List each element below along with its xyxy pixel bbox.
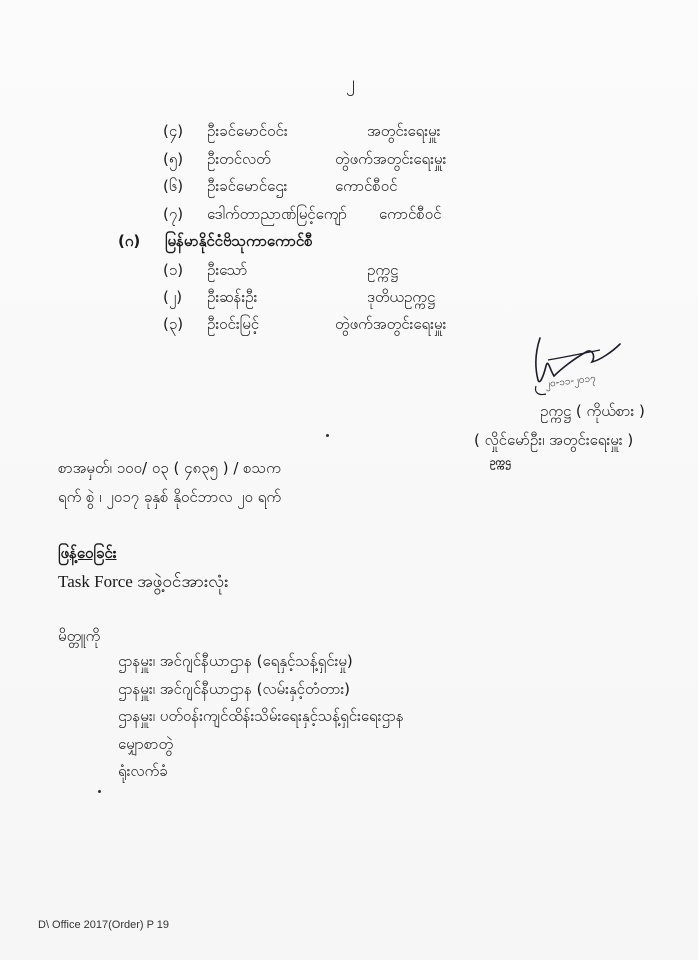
copy-recipient: ရုံးလက်ခံ: [118, 762, 168, 780]
member-name: ဦးတင်လတ်: [207, 150, 271, 168]
copy-recipient: ဌာနမှူး၊ အင်ဂျင်နီယာဌာန (ရေနှင့်သန့်ရှင်းမှု): [118, 652, 353, 670]
member-title: တွဲဖက်အတွင်းရေးမှူး: [335, 315, 447, 333]
member-title: ဒုတိယဥက္ကဋ္ဌ: [367, 288, 436, 306]
reference-number: စာအမှတ်၊ ၁၀၀/ ၀၃ ( ၄၈၃၅ ) / စသက: [58, 459, 281, 477]
list-item-number: (၂): [163, 288, 183, 306]
page-number: ၂: [346, 72, 355, 93]
footer-file-path: D\ Office 2017(Order) P 19: [38, 919, 170, 931]
member-title: တွဲဖက်အတွင်းရေးမှူး: [335, 150, 447, 168]
member-title: ကောင်စီဝင်: [335, 177, 398, 195]
member-title: ဥက္ကဋ္ဌ: [367, 261, 399, 279]
signatory-title: ဥက္ကဋ္ဌ ( ကိုယ်စား ): [540, 402, 645, 420]
reference-date: ရက် စွဲ ၊ ၂၀၁၇ ခုနှစ် နိုဝင်ဘာလ ၂၀ ရက်: [58, 488, 282, 506]
distribution-recipient: Task Force အဖွဲ့ဝင်အားလုံး: [58, 572, 229, 591]
member-title: ကောင်စီဝင်: [379, 205, 442, 223]
member-name: ဒေါက်တာညာဏ်မြင့်ကျော်: [207, 205, 347, 223]
list-item-number: (၇): [163, 205, 184, 223]
member-name: ဦးသော်: [207, 261, 248, 279]
copy-recipient: မျှောစာတွဲ: [118, 735, 174, 753]
member-name: ဦးဆန်းဦး: [207, 288, 258, 306]
member-name: ဦးဝင်းမြင့်: [207, 315, 260, 333]
member-name: ဦးခင်မောင်ဝင်း: [207, 122, 288, 140]
list-item-number: (၅): [163, 150, 184, 168]
signatory-name: ( လှိုင်မော်ဦး၊ အတွင်းရေးမှူး ): [474, 431, 634, 449]
copies-label: မိတ္တူကို: [58, 627, 101, 645]
handwritten-signature: [500, 330, 650, 400]
ink-speck: [98, 790, 101, 793]
ink-speck: [326, 434, 329, 437]
member-name: ဦးခင်မောင်ဌေး: [207, 177, 288, 195]
list-item-number: (၁): [163, 261, 184, 279]
seal-stamp: ဥက္ကဌ: [490, 457, 511, 468]
section-heading: မြန်မာနိုင်ငံဗိသုကာကောင်စီ: [165, 232, 313, 250]
copy-recipient: ဌာနမှူး၊ အင်ဂျင်နီယာဌာန (လမ်းနှင့်တံတား): [118, 680, 351, 698]
member-title: အတွင်းရေးမှူး: [367, 122, 441, 140]
section-number: (ဂ): [118, 232, 141, 250]
list-item-number: (၃): [163, 315, 184, 333]
list-item-number: (၆): [163, 177, 184, 195]
copy-recipient: ဌာနမှူး၊ ပတ်ဝန်းကျင်ထိန်းသိမ်းရေးနှင့်သန့်ရှင်းရေးဌာန: [118, 707, 404, 725]
signature-date: ၂၀-၁၁-၂၀၁၇: [544, 372, 597, 391]
distribution-label: ဖြန့်ဝေခြင်း: [58, 544, 117, 562]
list-item-number: (၄): [163, 122, 184, 140]
